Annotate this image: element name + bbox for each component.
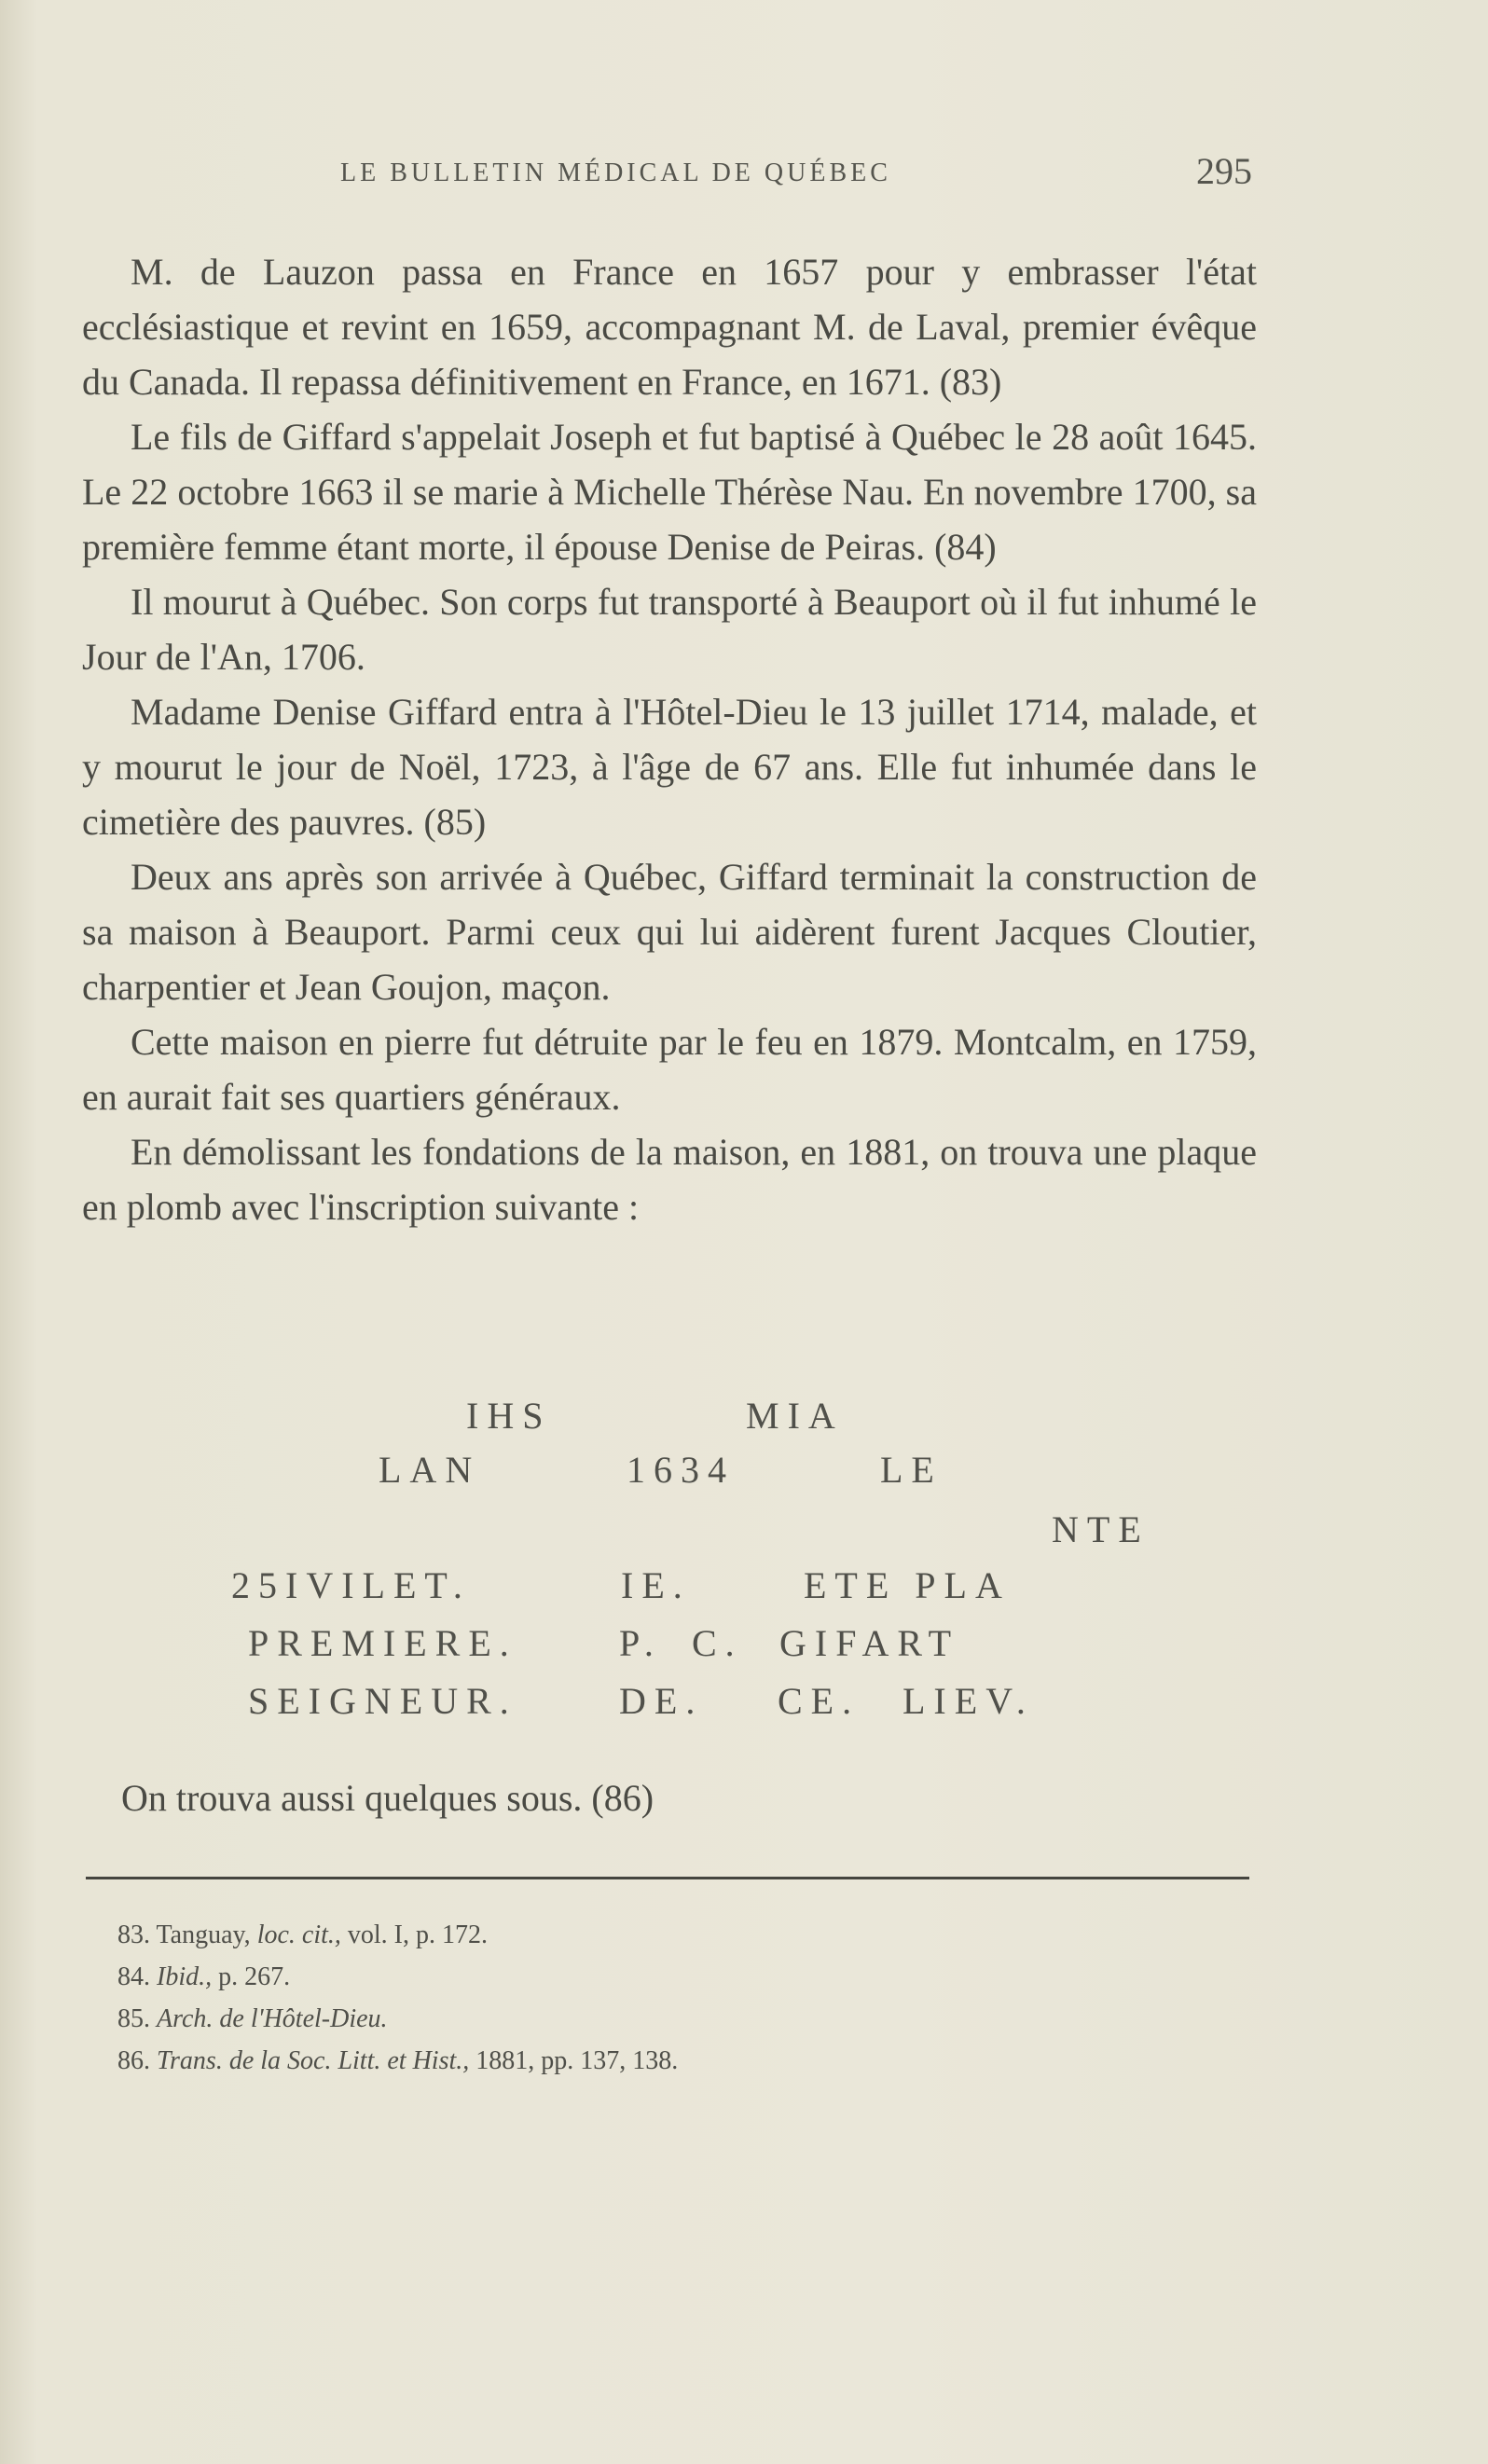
inscription-word: IHS	[466, 1395, 552, 1437]
inscription-word: MIA	[746, 1395, 844, 1437]
footnote-number: 83.	[117, 1920, 150, 1949]
footnote-number: 85.	[117, 2004, 150, 2033]
running-title: LE BULLETIN MÉDICAL DE QUÉBEC	[340, 158, 891, 187]
footnote	[117, 1914, 1236, 1956]
inscription-word: 1634	[627, 1449, 735, 1491]
footnotes	[117, 1914, 1236, 2082]
inscription-word: DE.	[619, 1680, 704, 1722]
inscription-word: PREMIERE.	[248, 1622, 517, 1664]
footnote-italic: Ibid.,	[157, 1962, 213, 1991]
footnote-number: 84.	[117, 1962, 150, 1991]
body-text	[82, 244, 1257, 1234]
inscription-word: LIEV.	[902, 1680, 1034, 1722]
paragraph: Madame Denise Giffard entra à l'Hôtel-Dieu le 13 juillet 1714, malade, et y mourut le jour de Noël, 1723, à l'âge de 67 ans. Elle fut inhumée dans le cimetière des pauvres. (85)	[82, 691, 1257, 843]
paragraph: En démolissant les fondations de la maison, en 1881, on trouva une plaque en plomb avec l'inscription suivante :	[82, 1131, 1257, 1228]
footnote-text: p. 267.	[212, 1962, 291, 1991]
footnote	[117, 1956, 1236, 1998]
footnote-divider	[86, 1877, 1249, 1879]
page-header	[0, 149, 1488, 196]
inscription-word: LE	[880, 1449, 943, 1491]
closing-sentence: On trouva aussi quelques sous. (86)	[121, 1777, 654, 1819]
footnote	[117, 1998, 1236, 2040]
footnote	[117, 2040, 1236, 2082]
inscription-word: CE.	[778, 1680, 861, 1722]
inscription-word: GIFART	[779, 1622, 960, 1664]
footnote-italic: loc. cit.,	[256, 1920, 341, 1949]
inscription-word: LAN	[379, 1449, 481, 1491]
inscription-word: NTE	[1052, 1508, 1150, 1550]
paragraph: M. de Lauzon passa en France en 1657 pour y embrasser l'état ecclésiastique et revint en 1659, accompagnant M. de Laval, premier évêque du Canada. Il repassa définitivement en France, en 1671. (83)	[82, 251, 1257, 403]
inscription-word: IE.	[621, 1564, 691, 1606]
footnote-text: Tanguay,	[156, 1920, 257, 1949]
paragraph: Le fils de Giffard s'appelait Joseph et fut baptisé à Québec le 28 août 1645. Le 22 octobre 1663 il se marie à Michelle Thérèse Nau. En novembre 1700, sa première femme étant morte, il épouse Denise de Peiras. (84)	[82, 416, 1257, 568]
page-number: 295	[1196, 150, 1252, 192]
footnote-text: vol. I, p. 172.	[340, 1920, 488, 1949]
paragraph: Il mourut à Québec. Son corps fut transporté à Beauport où il fut inhumé le Jour de l'An, 1706.	[82, 581, 1257, 678]
paragraph: Cette maison en pierre fut détruite par le feu en 1879. Montcalm, en 1759, en aurait fait ses quartiers généraux.	[82, 1021, 1257, 1118]
inscription-word: P.	[619, 1622, 662, 1664]
paragraph: Deux ans après son arrivée à Québec, Giffard terminait la construction de sa maison à Beauport. Parmi ceux qui lui aidèrent furent Jacques Cloutier, charpentier et Jean Goujon, maçon.	[82, 856, 1257, 1008]
footnote-number: 86.	[117, 2046, 150, 2075]
inscription-word: ETE PLA	[804, 1564, 1011, 1606]
inscription-word: SEIGNEUR.	[248, 1680, 517, 1722]
footnote-text: 1881, pp. 137, 138.	[469, 2046, 679, 2075]
inscription-word: 25IVILET.	[231, 1564, 471, 1606]
footnote-italic: Arch. de l'Hôtel-Dieu.	[157, 2004, 388, 2033]
inscription-word: C.	[692, 1622, 743, 1664]
footnote-italic: Trans. de la Soc. Litt. et Hist.,	[157, 2046, 470, 2075]
